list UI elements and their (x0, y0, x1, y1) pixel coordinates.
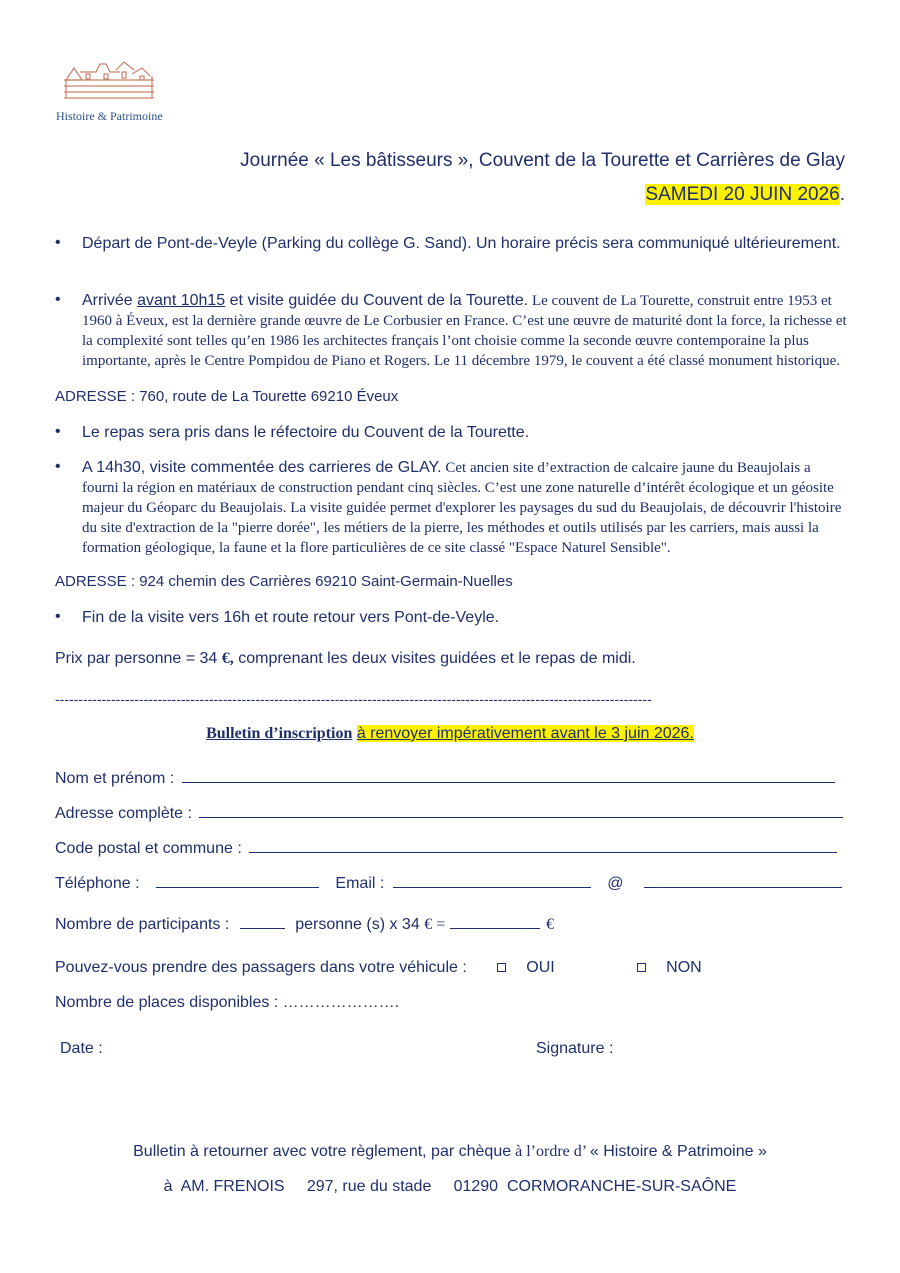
euro-sign: € (546, 916, 555, 933)
org-name: Histoire & Patrimoine (56, 109, 163, 123)
price-post: comprenant les deux visites guidées et le repas de midi. (233, 650, 636, 667)
program-item-text: Le repas sera pris dans le réfectoire du Couvent de la Tourette. (82, 424, 530, 441)
name-field[interactable] (182, 768, 835, 783)
participants-row (55, 914, 554, 934)
arrival-time: avant 10h15 (137, 292, 226, 309)
event-date (645, 184, 845, 206)
participants-label: Nombre de participants : (55, 916, 230, 933)
price-line (55, 650, 636, 668)
bullet-icon: • (55, 423, 61, 440)
building-logo-icon (62, 58, 156, 102)
program-item-text: Départ de Pont-de-Veyle (Parking du collège G. Sand). Un horaire précis sera communiqué ultérieurement. (82, 235, 841, 252)
signature-label: Signature : (536, 1040, 614, 1057)
bullet-icon: • (55, 608, 61, 625)
glay-description: Cet ancien site d’extraction de calcaire jaune du Beaujolais a fourni la région en matériaux de construction pendant cinq siècles. C’est une zone naturelle d’intérêt écologique et un géosite majeur du Géoparc du Beaujolais. La visite guidée permet d'explorer les paysages du sud du Beaujolais, de découvrir l'histoire du site d'extraction de la "pierre dorée", les métiers de la pierre, les méthodes et outils utilisés par les carriers, mais aussi la formation géologique, la faune et la flore particulières de ce site classé "Espace Naturel Sensible". (82, 460, 842, 556)
passengers-question: Pouvez-vous prendre des passagers dans votre véhicule : (55, 959, 467, 976)
no-label: NON (666, 959, 702, 976)
postal-label: Code postal et commune : (55, 840, 242, 857)
event-date-highlight: SAMEDI 20 JUIN 2026 (645, 184, 840, 205)
form-title (0, 725, 900, 743)
name-label: Nom et prénom : (55, 770, 175, 787)
form-deadline: à renvoyer impérativement avant le 3 juin 2026. (356, 725, 694, 742)
footer-org: « Histoire & Patrimoine » (589, 1143, 767, 1160)
arrival-post: et visite guidée du Couvent de la Tourette. (225, 292, 529, 309)
form-title-main: Bulletin d’inscription (206, 725, 353, 742)
program-item-text (82, 291, 847, 371)
page-title: Journée « Les bâtisseurs », Couvent de la Tourette et Carrières de Glay (240, 150, 845, 171)
address-row (55, 803, 843, 823)
yes-label: OUI (526, 959, 555, 976)
phone-label: Téléphone : (55, 875, 140, 892)
bullet-icon: • (55, 458, 61, 475)
seats-row: Nombre de places disponibles : …………………. (55, 994, 400, 1011)
logo (62, 58, 156, 107)
phone-row (55, 873, 842, 893)
at-sign: @ (607, 875, 624, 892)
email-field-domain[interactable] (644, 873, 842, 888)
email-label: Email : (335, 875, 385, 892)
date-label: Date : (60, 1040, 103, 1057)
yes-checkbox[interactable] (497, 963, 506, 972)
address-label: Adresse complète : (55, 805, 192, 822)
persons-text: personne (s) x 34 (295, 916, 420, 933)
name-row (55, 768, 835, 788)
passengers-row (55, 959, 702, 977)
euro-equals: € = (424, 916, 446, 933)
price-euro: €, (221, 650, 234, 667)
participants-field[interactable] (240, 914, 285, 929)
cut-separator: -------------------------------------------------------------------------------------------------------------------------------- (55, 691, 652, 707)
email-field-user[interactable] (393, 873, 591, 888)
footer-line-1 (0, 1143, 900, 1161)
glay-head: A 14h30, visite commentée des carrieres de GLAY. (82, 459, 442, 476)
address-field[interactable] (199, 803, 843, 818)
tourette-description: Le couvent de La Tourette, construit entre 1953 et 1960 à Éveux, est la dernière grande œuvre de Le Corbusier en France. C’est une œuvre de maturité dont la force, la richesse et la complexité sont telles qu’en 1986 les architectes français l’ont choisie comme la seconde œuvre contemporaine la plus importante, après le Centre Pompidou de Piano et Rogers. Le 11 décembre 1979, le couvent a été classé monument historique. (82, 293, 847, 369)
address-tourette: ADRESSE : 760, route de La Tourette 69210 Éveux (55, 388, 399, 405)
phone-field[interactable] (156, 873, 319, 888)
bullet-icon: • (55, 291, 61, 308)
arrival-pre: Arrivée (82, 292, 138, 309)
program-item-text: Fin de la visite vers 16h et route retour vers Pont-de-Veyle. (82, 609, 500, 626)
footer-mid: à l’ordre d’ (511, 1143, 590, 1160)
program-item-text (82, 458, 847, 558)
price-pre: Prix par personne = 34 (55, 650, 222, 667)
address-glay: ADRESSE : 924 chemin des Carrières 69210 Saint-Germain-Nuelles (55, 573, 513, 590)
total-field[interactable] (450, 914, 540, 929)
postal-field[interactable] (249, 838, 837, 853)
no-checkbox[interactable] (637, 963, 646, 972)
event-date-suffix: . (839, 184, 845, 205)
bullet-icon: • (55, 234, 61, 251)
footer-pre: Bulletin à retourner avec votre règlement, par chèque (133, 1143, 512, 1160)
footer-line-2: à AM. FRENOIS 297, rue du stade 01290 CORMORANCHE-SUR-SAÔNE (163, 1178, 737, 1195)
postal-row (55, 838, 837, 858)
